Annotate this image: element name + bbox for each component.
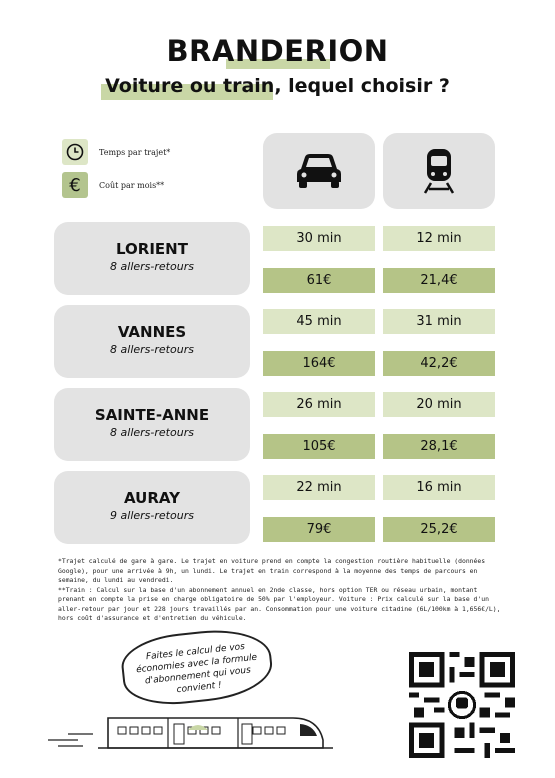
cost-legend-label: Coût par mois** bbox=[99, 181, 165, 190]
train-header bbox=[383, 133, 495, 209]
car-cost-cell: 61€ bbox=[263, 268, 375, 293]
train-cost-cell: 21,4€ bbox=[383, 268, 495, 293]
train-cost-cell: 28,1€ bbox=[383, 434, 495, 459]
qr-code[interactable] bbox=[409, 652, 515, 758]
train-cost-cell: 42,2€ bbox=[383, 351, 495, 376]
train-time-cell: 16 min bbox=[383, 475, 495, 500]
car-time-cell: 26 min bbox=[263, 392, 375, 417]
car-cost-cell: 164€ bbox=[263, 351, 375, 376]
subtitle-text: Voiture ou train, lequel choisir ? bbox=[105, 75, 450, 97]
city-trips: 8 allers-retours bbox=[110, 426, 194, 439]
car-time-cell: 22 min bbox=[263, 475, 375, 500]
city-trips: 8 allers-retours bbox=[110, 343, 194, 356]
city-name: SAINTE-ANNE bbox=[94, 406, 210, 424]
city-name: VANNES bbox=[117, 323, 187, 341]
car-icon bbox=[293, 151, 345, 191]
euro-icon: € bbox=[62, 172, 88, 198]
page-title bbox=[0, 34, 555, 68]
car-cost-cell: 105€ bbox=[263, 434, 375, 459]
train-time-cell: 12 min bbox=[383, 226, 495, 251]
footnote-time: *Trajet calculé de gare à gare. Le trajet en voiture prend en compte la congestion routière habituelle (données Google), pour une arrivée à 9h, un lundi. Le trajet en train correspond à la moyenne des temps de parcours en semaine, du lundi au vendredi. bbox=[58, 557, 486, 584]
city-name: LORIENT bbox=[116, 240, 188, 258]
car-cost-cell: 79€ bbox=[263, 517, 375, 542]
city-name: AURAY bbox=[124, 489, 180, 507]
train-cost-cell: 25,2€ bbox=[383, 517, 495, 542]
train-icon bbox=[419, 147, 459, 195]
footnote-cost: **Train : Calcul sur la base d'un abonnement annuel en 2nde classe, hors option TER ou réseau urbain, montant prenant en compte la prise en charge obligatoire de 50% par l'employeur. Voiture : Prix calculé sur la base d'un aller-retour par jour et 228 jours travaillés par an. Consommation pour une voiture citadine (6L/100km à 1,656€/L), hors coût d'assurance et d'entretien du véhicule. bbox=[58, 585, 501, 622]
time-legend-label: Temps par trajet* bbox=[99, 148, 171, 157]
car-time-cell: 45 min bbox=[263, 309, 375, 334]
city-box bbox=[54, 388, 250, 461]
city-trips: 9 allers-retours bbox=[110, 509, 194, 522]
savings-bubble bbox=[119, 624, 275, 709]
train-time-cell: 20 min bbox=[383, 392, 495, 417]
title-text: BRANDERION bbox=[166, 34, 389, 68]
car-header bbox=[263, 133, 375, 209]
city-box bbox=[54, 471, 250, 544]
car-time-cell: 30 min bbox=[263, 226, 375, 251]
footnotes bbox=[58, 557, 506, 624]
city-box bbox=[54, 305, 250, 378]
clock-icon bbox=[62, 139, 88, 165]
page-subtitle bbox=[0, 75, 555, 97]
train-time-cell: 31 min bbox=[383, 309, 495, 334]
bubble-text: Faites le calcul de vos économies avec la formule d'abonnement qui vous convient ! bbox=[135, 641, 258, 696]
city-box bbox=[54, 222, 250, 295]
train-illustration bbox=[38, 700, 338, 760]
city-trips: 8 allers-retours bbox=[110, 260, 194, 273]
